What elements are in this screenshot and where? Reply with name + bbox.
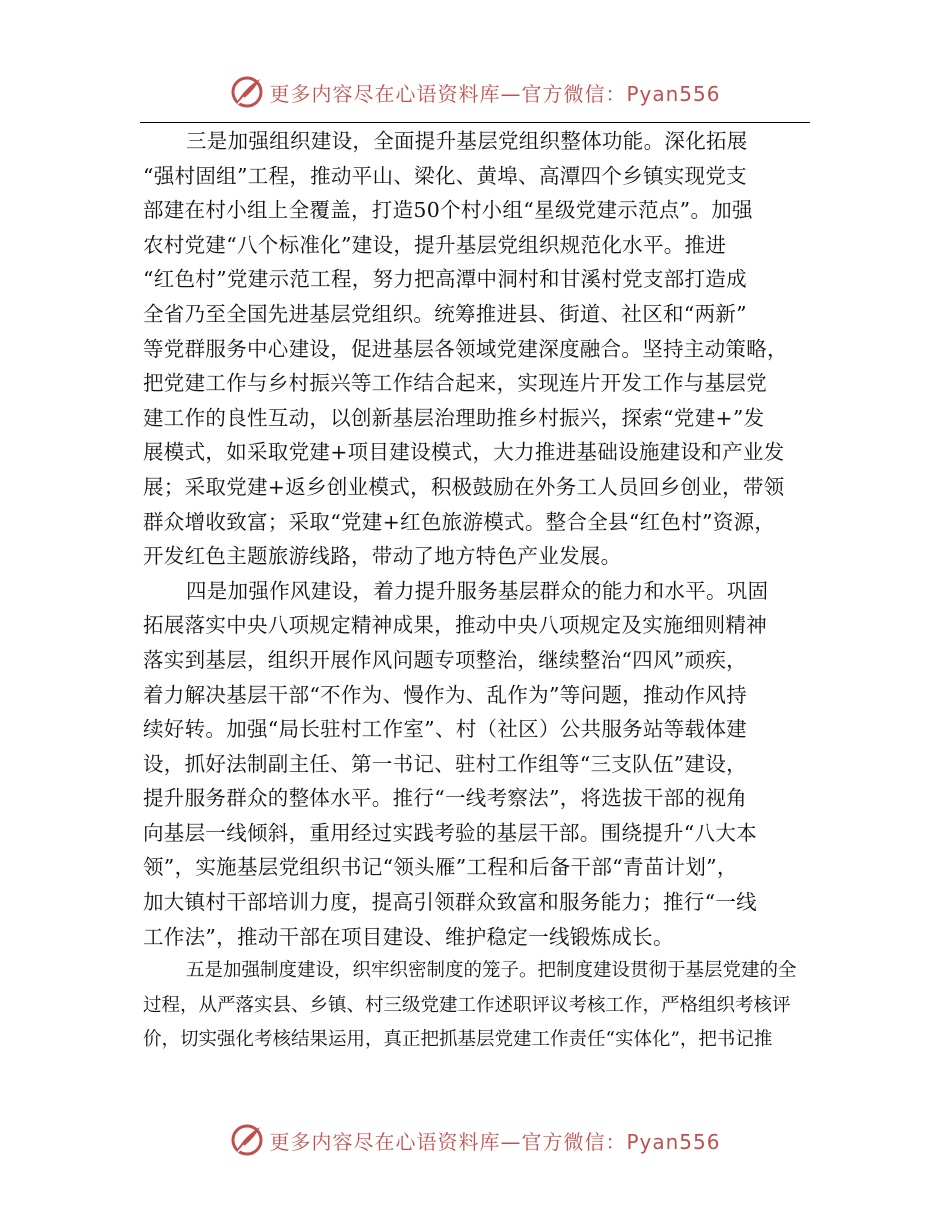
feather-pen-logo-icon: [229, 1122, 265, 1158]
text-line: 建工作的良性互动，以创新基层治理助推乡村振兴，探索“党建+”发: [143, 405, 765, 430]
text-line: 部建在村小组上全覆盖，打造50个村小组“星级党建示范点”。加强: [143, 198, 753, 223]
text-line: 向基层一线倾斜，重用经过实践考验的基层干部。围绕提升“八大本: [143, 820, 757, 845]
text-line: 续好转。加强“局长驻村工作室”、村（社区）公共服务站等载体建: [143, 717, 747, 742]
text-line: 农村党建“八个标准化”建设，提升基层党组织规范化水平。推进: [143, 232, 727, 257]
text-line: 全省乃至全国先进基层党组织。统筹推进县、街道、社区和“两新”: [143, 301, 747, 326]
text-line: 着力解决基层干部“不作为、慢作为、乱作为”等问题，推动作风持: [143, 682, 747, 707]
text-line: 等党群服务中心建设，促进基层各领域党建深度融合。坚持主动策略，: [143, 336, 788, 361]
text-line: 群众增收致富；采取“党建+红色旅游模式。整合全县“红色村”资源，: [143, 509, 776, 534]
text-line: 展；采取党建+返乡创业模式，积极鼓励在外务工人员回乡创业，带领: [143, 474, 785, 499]
text-line: 拓展落实中央八项规定精神成果，推动中央八项规定及实施细则精神: [143, 613, 767, 638]
feather-pen-logo-icon: [229, 74, 265, 110]
text-line: 三是加强组织建设，全面提升基层党组织整体功能。深化拓展: [186, 129, 748, 153]
text-line: 展模式，如采取党建+项目建设模式，大力推进基础设施建设和产业发: [143, 440, 785, 465]
text-line: 开发红色主题旅游线路，带动了地方特色产业发展。: [143, 544, 622, 569]
header-watermark-banner: [0, 72, 950, 112]
text-line: 价，切实强化考核结果运用，真正把抓基层党建工作责任“实体化”，把书记推: [143, 1029, 773, 1051]
watermark-text: 更多内容尽在心语资料库—官方微信：Pyan556: [269, 1129, 721, 1154]
text-line: 设，抓好法制副主任、第一书记、驻村工作组等“三支队伍”建设，: [143, 751, 747, 776]
text-line: 加大镇村干部培训力度，提高引领群众致富和服务能力；推行“一线: [143, 890, 757, 915]
text-line: 工作法”，推动干部在项目建设、维护稳定一线锻炼成长。: [143, 924, 674, 949]
text-line: 把党建工作与乡村振兴等工作结合起来，实现连片开发工作与基层党: [143, 371, 767, 396]
text-line: 落实到基层，组织开展作风问题专项整治，继续整治“四风”顽疾，: [143, 647, 747, 672]
text-line: 提升服务群众的整体水平。推行“一线考察法”，将选拔干部的视角: [143, 786, 747, 811]
text-line: 五是加强制度建设，织牢织密制度的笼子。把制度建设贯彻于基层党建的全: [186, 960, 797, 982]
header-divider: [140, 122, 810, 123]
document-body: [143, 124, 811, 1058]
watermark-text: 更多内容尽在心语资料库—官方微信：Pyan556: [269, 81, 721, 106]
text-line: “红色村”党建示范工程，努力把高潭中洞村和甘溪村党支部打造成: [143, 267, 747, 292]
footer-watermark-banner: [0, 1120, 950, 1160]
text-line: “强村固组”工程，推动平山、梁化、黄埠、高潭四个乡镇实现党支: [143, 163, 747, 188]
text-line: 四是加强作风建设，着力提升服务基层群众的能力和水平。巩固: [186, 578, 769, 603]
text-line: 领”，实施基层党组织书记“领头雁”工程和后备干部“青苗计划”，: [143, 855, 738, 880]
text-line: 过程，从严落实县、乡镇、村三级党建工作述职评议考核工作，严格组织考核评: [143, 994, 791, 1016]
